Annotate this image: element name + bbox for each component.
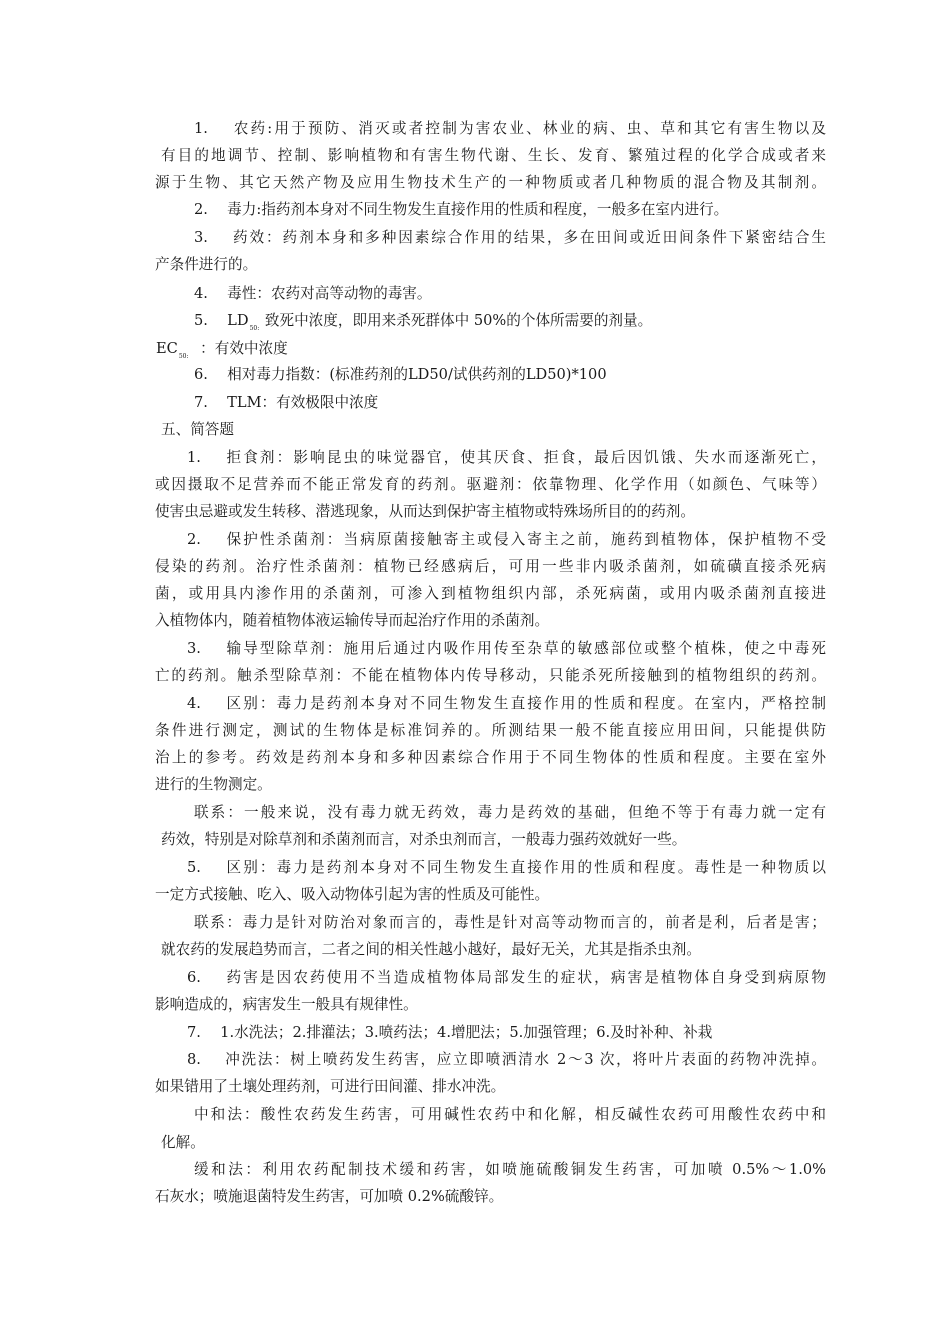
text-line: 化解。 bbox=[161, 1134, 205, 1151]
text-line: 3. 输导型除草剂：施用后通过内吸作用传至杂草的敏感部位或整个植株，使之中毒死 bbox=[187, 640, 826, 657]
ld-subscript: 50: bbox=[249, 325, 260, 332]
text-line: 4. 区别：毒力是药剂本身对不同生物发生直接作用的性质和程度。在室内，严格控制 bbox=[187, 695, 826, 712]
item-number: 5. bbox=[194, 312, 208, 329]
text-line: 如果错用了土壤处理药剂，可进行田间灌、排水冲洗。 bbox=[155, 1078, 506, 1095]
text-line: 石灰水；喷施退菌特发生药害，可加喷 0.2%硫酸锌。 bbox=[155, 1188, 504, 1205]
text-line: 药效，特别是对除草剂和杀菌剂而言，对杀虫剂而言，一般毒力强药效就好一些。 bbox=[161, 831, 687, 848]
ld50-definition: 致死中浓度，即用来杀死群体中 50%的个体所需要的剂量。 bbox=[264, 312, 653, 329]
text-line: 缓和法：利用农药配制技术缓和药害，如喷施硫酸铜发生药害，可加喷 0.5%～1.0% bbox=[194, 1161, 826, 1178]
text-line: 入植物体内，随着植物体液运输传导而起治疗作用的杀菌剂。 bbox=[155, 612, 550, 629]
text-line: 源于生物、其它天然产物及应用生物技术生产的一种物质或者几种物质的混合物及其制剂。 bbox=[155, 174, 826, 191]
text-line: 6. 药害是因农药使用不当造成植物体局部发生的症状，病害是植物体自身受到病原物 bbox=[187, 969, 826, 986]
text-line: 中和法：酸性农药发生药害，可用碱性农药中和化解，相反碱性农药可用酸性农药中和 bbox=[194, 1106, 826, 1123]
text-line: 8. 冲洗法：树上喷药发生药害，应立即喷洒清水 2～3 次，将叶片表面的药物冲洗掉。 bbox=[187, 1051, 826, 1068]
definition-ld50 bbox=[194, 311, 834, 331]
text-line: 亡的药剂。触杀型除草剂：不能在植物体内传导移动，只能杀死所接触到的植物组织的药剂。 bbox=[155, 667, 826, 684]
ec50-definition: ：有效中浓度 bbox=[200, 340, 288, 357]
text-line: 1. 农药:用于预防、消灭或者控制为害农业、林业的病、虫、草和其它有害生物以及 bbox=[194, 120, 826, 137]
text-line: 菌，或用具内渗作用的杀菌剂，可渗入到植物组织内部，杀死病菌，或用内吸杀菌剂直接进 bbox=[155, 585, 826, 602]
ec-abbr: EC bbox=[156, 340, 178, 357]
text-line: 一定方式接触、吃入、吸入动物体引起为害的性质及可能性。 bbox=[155, 886, 550, 903]
text-line: 治上的参考。药效是药剂本身和多种因素综合作用于不同生物体的性质和程度。主要在室外 bbox=[155, 749, 826, 766]
text-line: 2. 毒力:指药剂本身对不同生物发生直接作用的性质和程度，一般多在室内进行。 bbox=[194, 201, 729, 218]
text-line: 侵染的药剂。治疗性杀菌剂：植物已经感病后，可用一些非内吸杀菌剂，如硫磺直接杀死病 bbox=[155, 558, 826, 575]
text-line: 3. 药效：药剂本身和多种因素综合作用的结果，多在田间或近田间条件下紧密结合生 bbox=[194, 229, 826, 246]
text-line: 就农药的发展趋势而言，二者之间的相关性越小越好，最好无关，尤其是指杀虫剂。 bbox=[161, 941, 701, 958]
text-line: 联系：一般来说，没有毒力就无药效，毒力是药效的基础，但绝不等于有毒力就一定有 bbox=[194, 804, 826, 821]
text-line: 进行的生物测定。 bbox=[155, 776, 272, 793]
text-line: 或因摄取不足营养而不能正常发育的药剂。驱避剂：依靠物理、化学作用（如颜色、气味等） bbox=[155, 476, 826, 493]
definition-ec50 bbox=[156, 339, 556, 359]
text-line: 影响造成的，病害发生一般具有规律性。 bbox=[155, 996, 418, 1013]
text-line: 条件进行测定，测试的生物体是标准饲养的。所测结果一般不能直接应用田间，只能提供防 bbox=[155, 722, 826, 739]
text-line: 1. 拒食剂：影响昆虫的味觉器官，使其厌食、拒食，最后因饥饿、失水而逐渐死亡， bbox=[187, 449, 826, 466]
text-line: 7. TLM：有效极限中浓度 bbox=[194, 394, 379, 411]
text-line: 7. 1.水洗法；2.排灌法；3.喷药法；4.增肥法；5.加强管理；6.及时补种、补栽 bbox=[187, 1024, 713, 1041]
ec-subscript: 50: bbox=[178, 353, 189, 360]
text-line: 联系：毒力是针对防治对象而言的，毒性是针对高等动物而言的，前者是利，后者是害； bbox=[194, 914, 826, 931]
text-line: 6. 相对毒力指数：(标准药剂的LD50/试供药剂的LD50)*100 bbox=[194, 366, 607, 383]
text-line: 产条件进行的。 bbox=[155, 256, 258, 273]
text-line: 5. 区别：毒力是药剂本身对不同生物发生直接作用的性质和程度。毒性是一种物质以 bbox=[187, 859, 826, 876]
text-line: 有目的地调节、控制、影响植物和有害生物代谢、生长、发育、繁殖过程的化学合成或者来 bbox=[161, 147, 826, 164]
ld-abbr: LD bbox=[227, 312, 249, 329]
text-line: 使害虫忌避或发生转移、潜逃现象，从而达到保护寄主植物或特殊场所目的的药剂。 bbox=[155, 503, 695, 520]
text-line: 4. 毒性：农药对高等动物的毒害。 bbox=[194, 285, 432, 302]
text-line: 五、简答题 bbox=[161, 421, 234, 438]
text-line: 2. 保护性杀菌剂：当病原菌接触寄主或侵入寄主之前，施药到植物体，保护植物不受 bbox=[187, 531, 826, 548]
